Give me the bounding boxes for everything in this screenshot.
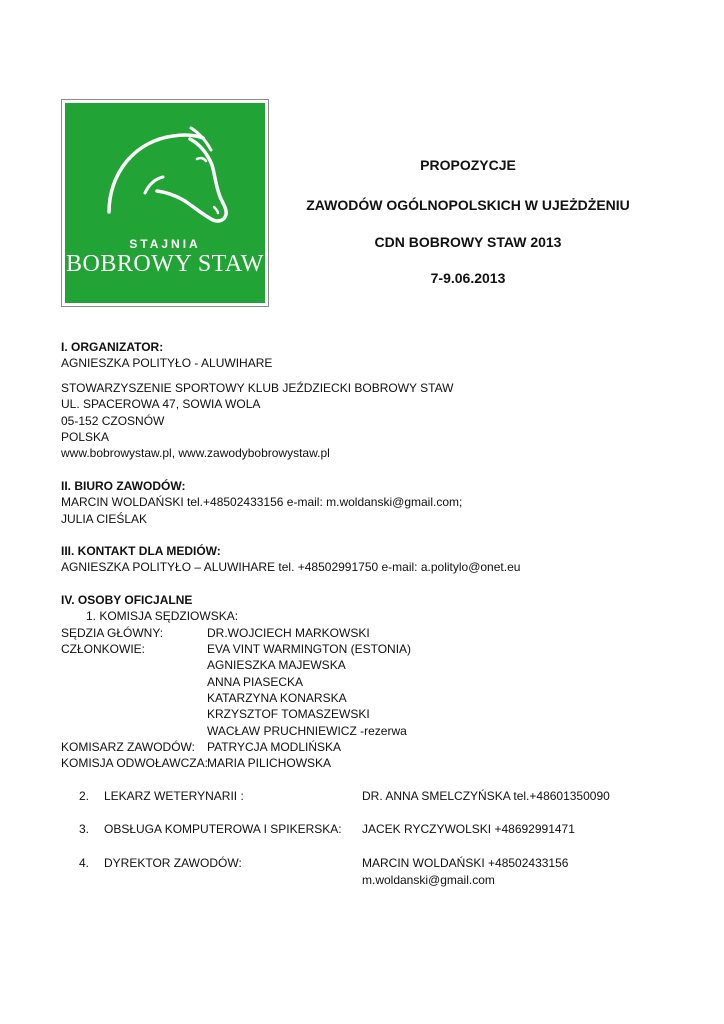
organizer-address-line: 05-152 CZOSNÓW bbox=[61, 414, 165, 428]
commissioner-label: KOMISARZ ZAWODÓW: bbox=[61, 740, 195, 754]
media-heading: III. KONTAKT DLA MEDIÓW: bbox=[61, 544, 221, 558]
organizer-address-line: UL. SPACEROWA 47, SOWIA WOLA bbox=[61, 397, 261, 411]
item-number: 4. bbox=[79, 856, 90, 870]
logo-frame bbox=[61, 99, 269, 307]
judge-label: SĘDZIA GŁÓWNY: bbox=[61, 626, 164, 640]
judges-subheading: 1. KOMISJA SĘDZIOWSKA: bbox=[86, 609, 239, 623]
item-label: LEKARZ WETERYNARII : bbox=[104, 789, 244, 803]
item-value: JACEK RYCZYWOLSKI +48692991471 bbox=[362, 822, 575, 836]
title-line-2: ZAWODÓW OGÓLNOPOLSKICH W UJEŻDŻENIU bbox=[306, 197, 630, 213]
title-line-3: CDN BOBROWY STAW 2013 bbox=[374, 234, 562, 250]
organizer-address-line: STOWARZYSZENIE SPORTOWY KLUB JEŹDZIECKI BOBROWY STAW bbox=[61, 381, 454, 395]
title-line-4: 7-9.06.2013 bbox=[430, 270, 506, 286]
logo-big-text: BOBROWY STAW bbox=[66, 251, 264, 277]
office-line: JULIA CIEŚLAK bbox=[61, 512, 148, 526]
commissioner-name: PATRYCJA MODLIŃSKA bbox=[207, 740, 342, 754]
office-heading: II. BIURO ZAWODÓW: bbox=[61, 479, 186, 493]
members-label: CZŁONKOWIE: bbox=[61, 642, 146, 656]
organizer-address-line: POLSKA bbox=[61, 430, 110, 444]
member-name: EVA VINT WARMINGTON (ESTONIA) bbox=[207, 642, 412, 656]
organizer-person: AGNIESZKA POLITYŁO - ALUWIHARE bbox=[61, 356, 273, 370]
member-name: KRZYSZTOF TOMASZEWSKI bbox=[207, 707, 370, 721]
organizer-heading: I. ORGANIZATOR: bbox=[61, 340, 164, 354]
logo bbox=[65, 103, 265, 303]
item-number: 2. bbox=[79, 789, 90, 803]
item-value: DR. ANNA SMELCZYŃSKA tel.+48601350090 bbox=[362, 789, 610, 803]
item-value: MARCIN WOLDAŃSKI +48502433156 bbox=[362, 856, 569, 870]
member-name: WACŁAW PRUCHNIEWICZ -rezerwa bbox=[207, 724, 407, 738]
member-name: AGNIESZKA MAJEWSKA bbox=[207, 658, 346, 672]
item-label: DYREKTOR ZAWODÓW: bbox=[104, 856, 242, 870]
judge-name: DR.WOJCIECH MARKOWSKI bbox=[207, 626, 370, 640]
media-line: AGNIESZKA POLITYŁO – ALUWIHARE tel. +48502991750 e-mail: a.politylo@onet.eu bbox=[61, 560, 521, 574]
item-value-email: m.woldanski@gmail.com bbox=[362, 873, 495, 887]
member-name: ANNA PIASECKA bbox=[207, 675, 304, 689]
item-label: OBSŁUGA KOMPUTEROWA I SPIKERSKA: bbox=[104, 822, 342, 836]
office-line: MARCIN WOLDAŃSKI tel.+48502433156 e-mail: m.woldanski@gmail.com; bbox=[61, 495, 463, 509]
organizer-websites: www.bobrowystaw.pl, www.zawodybobrowystaw.pl bbox=[61, 446, 330, 460]
officials-heading: IV. OSOBY OFICJALNE bbox=[61, 593, 193, 607]
appeal-name: MARIA PILICHOWSKA bbox=[207, 756, 332, 770]
member-name: KATARZYNA KONARSKA bbox=[207, 691, 347, 705]
title-line-1: PROPOZYCJE bbox=[420, 157, 516, 173]
appeal-label: KOMISJA ODWOŁAWCZA: bbox=[61, 756, 208, 770]
logo-small-text: STAJNIA bbox=[129, 237, 201, 251]
item-number: 3. bbox=[79, 822, 90, 836]
